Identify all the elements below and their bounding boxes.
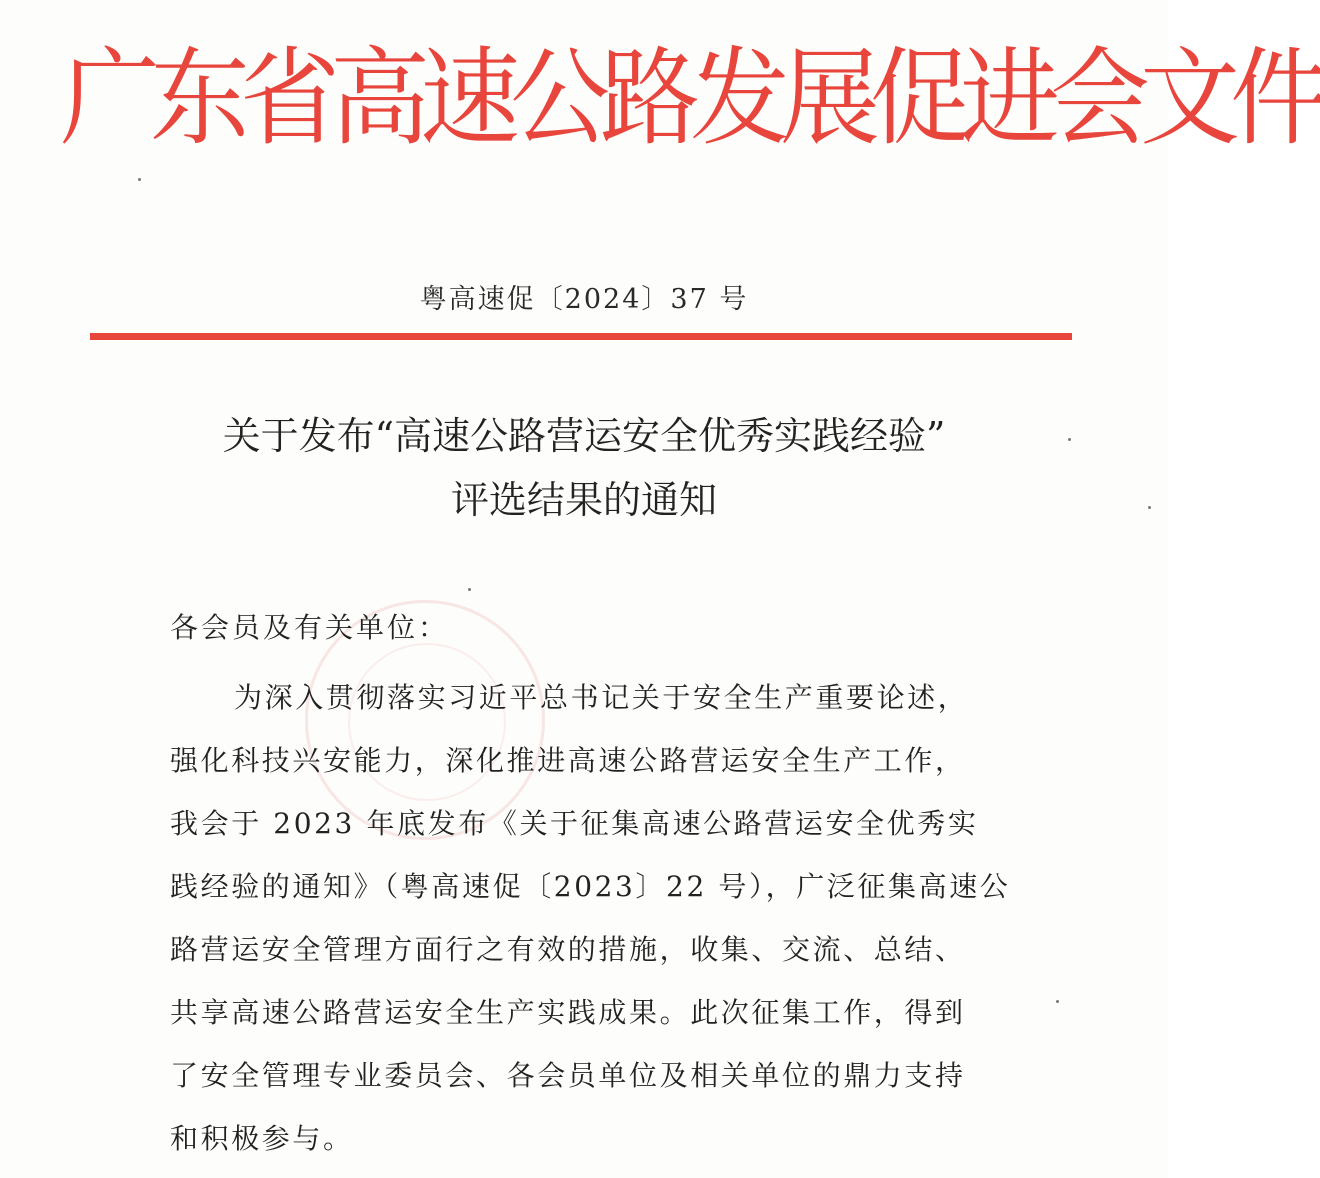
document-number: 粤高速促〔2024〕37 号 — [419, 284, 749, 315]
scan-speck — [1068, 438, 1071, 441]
notice-title — [0, 404, 1168, 532]
scan-speck — [138, 178, 141, 181]
notice-title-line-2: 评选结果的通知 — [450, 478, 717, 522]
scan-speck — [1056, 1000, 1059, 1003]
body-line: 了安全管理专业委员会、各会员单位及相关单位的鼎力支持 — [170, 1059, 966, 1092]
notice-title-line-1: 关于发布“高速公路营运安全优秀实践经验” — [222, 414, 946, 458]
body-line: 和积极参与。 — [170, 1122, 354, 1155]
body-line: 共享高速公路营运安全生产实践成果。此次征集工作，得到 — [170, 996, 966, 1029]
body-line: 强化科技兴安能力，深化推进高速公路营运安全生产工作， — [170, 744, 966, 777]
salutation: 各会员及有关单位： — [170, 611, 450, 644]
body-line: 践经验的通知》（粤高速促〔2023〕22 号），广泛征集高速公 — [170, 870, 1011, 903]
scan-speck — [1148, 506, 1151, 509]
body-line: 为深入贯彻落实习近平总书记关于安全生产重要论述， — [234, 681, 969, 714]
body-line: 我会于 2023 年底发布《关于征集高速公路营运安全优秀实 — [170, 807, 979, 840]
body-line: 路营运安全管理方面行之有效的措施，收集、交流、总结、 — [170, 933, 966, 966]
body-paragraph — [170, 666, 1011, 1170]
red-divider-line — [90, 333, 1072, 340]
document-masthead: 广东省高速公路发展促进会文件 — [60, 36, 1320, 161]
scan-speck — [468, 588, 471, 591]
